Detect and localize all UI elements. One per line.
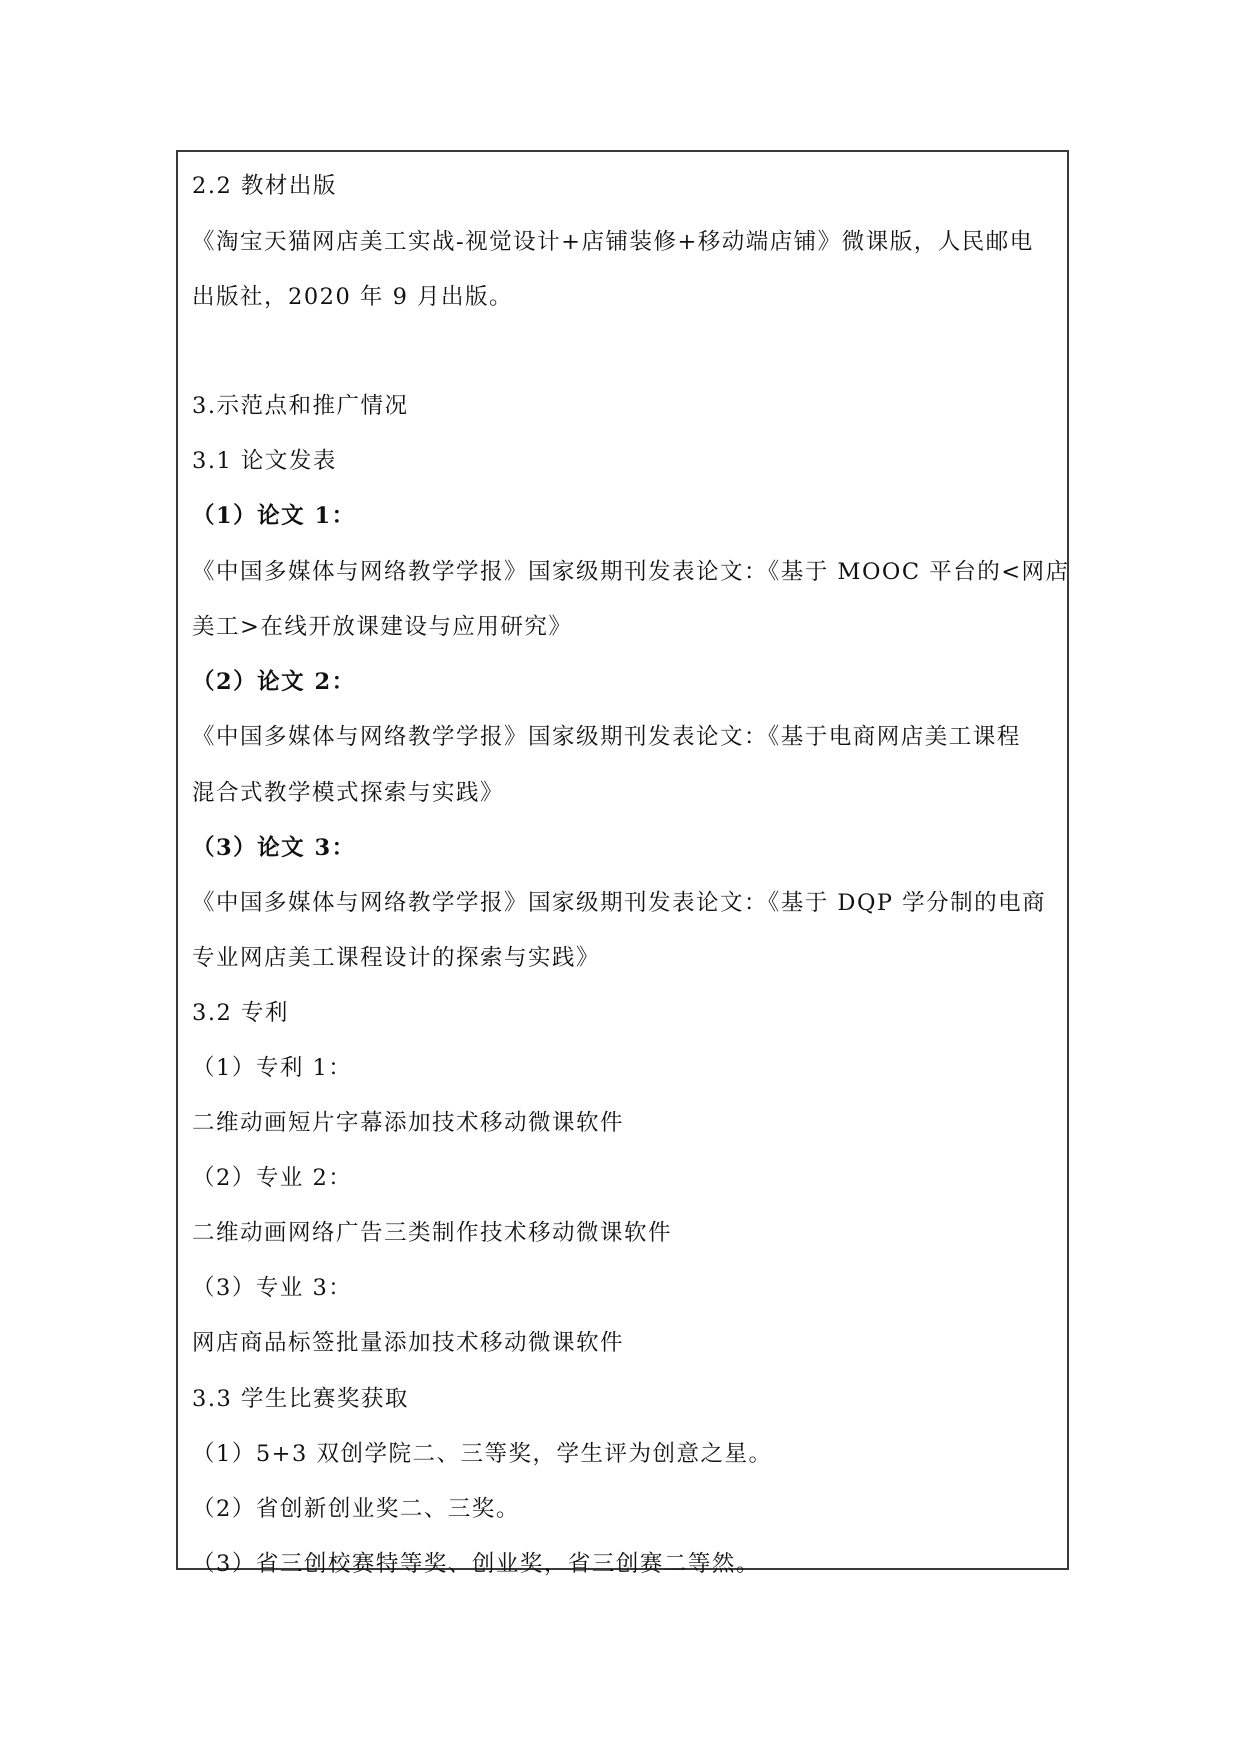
paper-3-line-1: 《中国多媒体与网络教学学报》国家级期刊发表论文：《基于 DQP 学分制的电商	[192, 890, 1047, 916]
award-2: （2）省创新创业奖二、三奖。	[192, 1496, 520, 1522]
patent-1-label: （1）专利 1：	[192, 1055, 353, 1081]
paper-1-line-2: 美工>在线开放课建设与应用研究》	[192, 614, 573, 640]
section-3-1-heading: 3.1 论文发表	[192, 448, 337, 474]
section-3-heading: 3.示范点和推广情况	[192, 393, 409, 419]
patent-2-label: （2）专业 2：	[192, 1165, 353, 1191]
award-3: （3）省三创校赛特等奖、创业奖，省三创赛二等然。	[192, 1551, 760, 1577]
patent-2-text: 二维动画网络广告三类制作技术移动微课软件	[192, 1220, 673, 1246]
patent-3-text: 网店商品标签批量添加技术移动微课软件	[192, 1330, 625, 1356]
paper-2-line-1: 《中国多媒体与网络教学学报》国家级期刊发表论文：《基于电商网店美工课程	[192, 724, 1021, 750]
paper-3-label: （3）论文 3：	[192, 835, 356, 861]
section-3-3-heading: 3.3 学生比赛奖获取	[192, 1386, 409, 1412]
paper-1-line-1: 《中国多媒体与网络教学学报》国家级期刊发表论文：《基于 MOOC 平台的<网店	[192, 559, 1070, 585]
textbook-line-1: 《淘宝天猫网店美工实战-视觉设计+店铺装修+移动端店铺》微课版，人民邮电	[192, 229, 1034, 255]
paper-2-line-2: 混合式教学模式探索与实践》	[192, 780, 505, 806]
award-1: （1）5+3 双创学院二、三等奖，学生评为创意之星。	[192, 1441, 773, 1467]
textbook-line-2: 出版社，2020 年 9 月出版。	[192, 284, 514, 310]
paper-3-line-2: 专业网店美工课程设计的探索与实践》	[192, 945, 601, 971]
patent-3-label: （3）专业 3：	[192, 1275, 353, 1301]
patent-1-text: 二维动画短片字幕添加技术移动微课软件	[192, 1110, 625, 1136]
section-2-2-heading: 2.2 教材出版	[192, 173, 337, 199]
paper-2-label: （2）论文 2：	[192, 669, 356, 695]
section-3-2-heading: 3.2 专利	[192, 1000, 289, 1026]
paper-1-label: （1）论文 1：	[192, 503, 356, 529]
